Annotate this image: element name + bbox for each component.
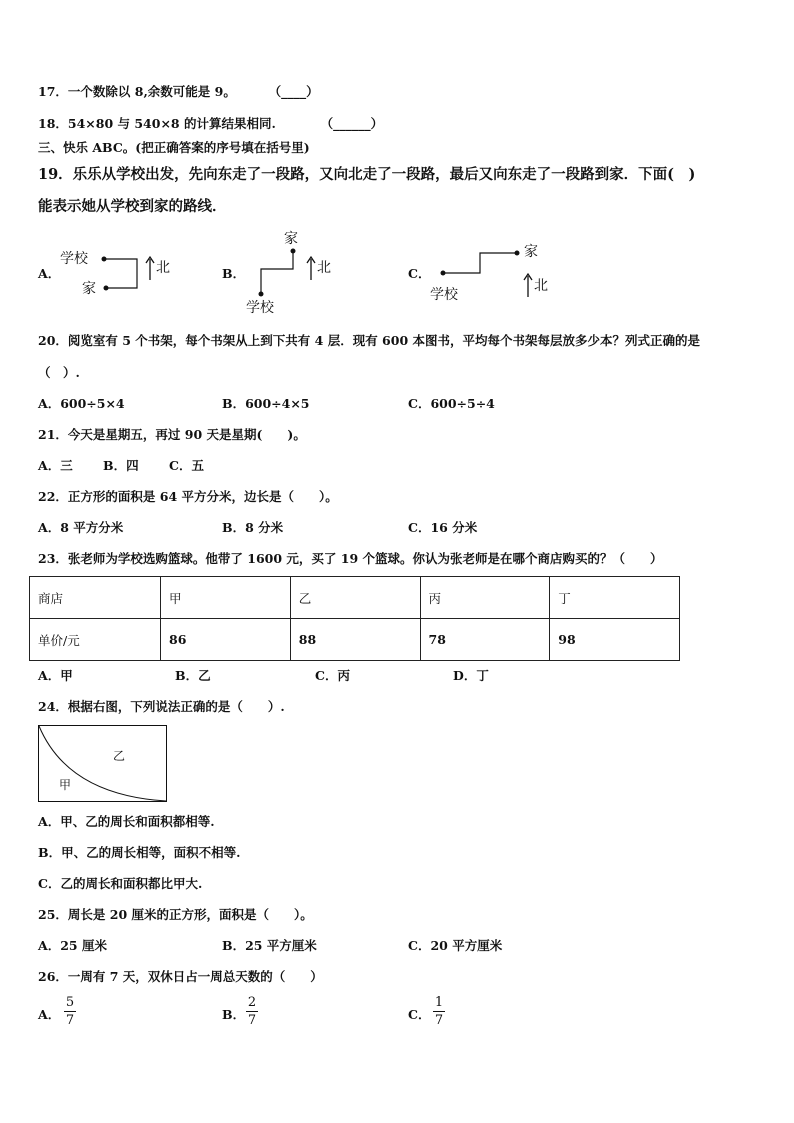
fraction-c[interactable] (431, 995, 447, 1028)
q19-option-c-label[interactable]: C． (408, 266, 431, 281)
question-20-line2: （ ）. (38, 365, 80, 380)
q21-option-a[interactable]: A．三 (38, 458, 73, 473)
q24-option-a[interactable]: A．甲、乙的周长和面积都相等. (38, 814, 215, 829)
question-21: 21．今天是星期五，再过 90 天是星期( )。 (38, 427, 306, 442)
fraction-b-denominator: 7 (247, 1013, 257, 1028)
question-19-line1: 19．乐乐从学校出发，先向东走了一段路，又向北走了一段路，最后又向东走了一段路到家．下面( ) (38, 166, 696, 183)
q24-option-b[interactable]: B．甲、乙的周长相等，面积不相等. (38, 845, 241, 860)
table-cell: 88 (290, 619, 420, 661)
question-22: 22．正方形的面积是 64 平方分米，边长是（ ）。 (38, 489, 338, 504)
label-home-b: 家 (284, 231, 298, 247)
q22-option-b[interactable]: B．8 分米 (222, 520, 284, 535)
route-diagram-b (259, 249, 316, 297)
label-home-a: 家 (82, 281, 96, 297)
north-arrow-icon (146, 257, 154, 280)
label-north-b: 北 (317, 260, 331, 276)
q21-option-b[interactable]: B．四 (103, 458, 139, 473)
q25-option-c[interactable]: C．20 平方厘米 (408, 938, 503, 953)
q19-option-a-label[interactable]: A． (38, 266, 61, 281)
table-row (30, 577, 680, 619)
q20-option-a[interactable]: A．600÷5×4 (38, 396, 125, 411)
q25-option-a[interactable]: A．25 厘米 (38, 938, 107, 953)
answer-paren-17[interactable]: （____） (268, 84, 319, 99)
q26-option-a-label[interactable]: A． (38, 1007, 61, 1022)
fraction-b-numerator: 2 (247, 995, 257, 1010)
q23-option-b[interactable]: B．乙 (175, 668, 211, 683)
fraction-a-numerator: 5 (65, 995, 75, 1010)
q24-option-c[interactable]: C．乙的周长和面积都比甲大. (38, 876, 203, 891)
question-26: 26．一周有 7 天，双休日占一周总天数的（ ） (38, 969, 323, 984)
q19-option-b-label[interactable]: B． (222, 266, 246, 281)
question-19-line2: 能表示她从学校到家的路线． (38, 198, 227, 215)
question-18 (38, 116, 383, 132)
section-3-title: 三、快乐 ABC。(把正确答案的序号填在括号里) (38, 140, 310, 155)
q23-option-a[interactable]: A．甲 (38, 668, 73, 683)
fraction-a-denominator: 7 (65, 1013, 75, 1028)
label-school-b: 学校 (246, 300, 274, 316)
q23-option-c[interactable]: C．丙 (315, 668, 350, 683)
question-23: 23．张老师为学校选购篮球。他带了 1600 元，买了 19 个篮球。你认为张老师是在哪个商店购买的？（ ） (38, 551, 663, 566)
table-cell: 乙 (290, 577, 420, 619)
fraction-c-numerator: 1 (434, 995, 444, 1010)
fraction-b[interactable] (244, 995, 260, 1028)
fraction-c-denominator: 7 (434, 1013, 444, 1028)
table-cell: 甲 (161, 577, 291, 619)
question-20-line1: 20．阅览室有 5 个书架，每个书架从上到下共有 4 层．现有 600 本图书，平均每个书架每层放多少本？列式正确的是 (38, 333, 700, 348)
label-north-a: 北 (156, 260, 170, 276)
q26-option-b-label[interactable]: B． (222, 1007, 246, 1022)
answer-paren-18[interactable]: （______） (320, 116, 384, 131)
table-cell: 丁 (550, 577, 680, 619)
q19-route-diagrams (0, 220, 794, 330)
fraction-bar (433, 1011, 445, 1012)
rectangle-curve-figure (38, 725, 168, 803)
table-row (30, 619, 680, 661)
question-17 (38, 84, 319, 100)
label-north-c: 北 (534, 278, 548, 294)
route-diagram-a (102, 257, 155, 291)
table-cell: 商店 (30, 577, 161, 619)
fraction-bar (64, 1011, 76, 1012)
table-cell: 86 (161, 619, 291, 661)
table-cell: 78 (420, 619, 550, 661)
label-school-a: 学校 (60, 251, 88, 267)
question-17-text: 17．一个数除以 8,余数可能是 9。 (38, 84, 236, 99)
price-table (29, 576, 680, 661)
north-arrow-icon (307, 257, 315, 280)
question-25: 25．周长是 20 厘米的正方形，面积是（ ）。 (38, 907, 313, 922)
q26-option-c-label[interactable]: C． (408, 1007, 431, 1022)
fraction-a[interactable] (62, 995, 78, 1028)
fraction-bar (246, 1011, 258, 1012)
q23-option-d[interactable]: D．丁 (453, 668, 489, 683)
label-school-c: 学校 (430, 287, 458, 303)
north-arrow-icon (524, 274, 532, 297)
question-24: 24．根据右图，下列说法正确的是（ ）. (38, 699, 285, 714)
q20-option-c[interactable]: C．600÷5÷4 (408, 396, 495, 411)
label-home-c: 家 (524, 244, 538, 260)
table-cell: 98 (550, 619, 680, 661)
label-jia: 甲 (59, 778, 72, 792)
q22-option-c[interactable]: C．16 分米 (408, 520, 478, 535)
q22-option-a[interactable]: A．8 平方分米 (38, 520, 124, 535)
table-cell: 丙 (420, 577, 550, 619)
q25-option-b[interactable]: B．25 平方厘米 (222, 938, 317, 953)
table-cell: 单价/元 (30, 619, 161, 661)
question-18-text: 18．54×80 与 540×8 的计算结果相同. (38, 116, 276, 131)
label-yi: 乙 (113, 749, 126, 763)
q20-option-b[interactable]: B．600÷4×5 (222, 396, 310, 411)
q21-option-c[interactable]: C．五 (169, 458, 204, 473)
